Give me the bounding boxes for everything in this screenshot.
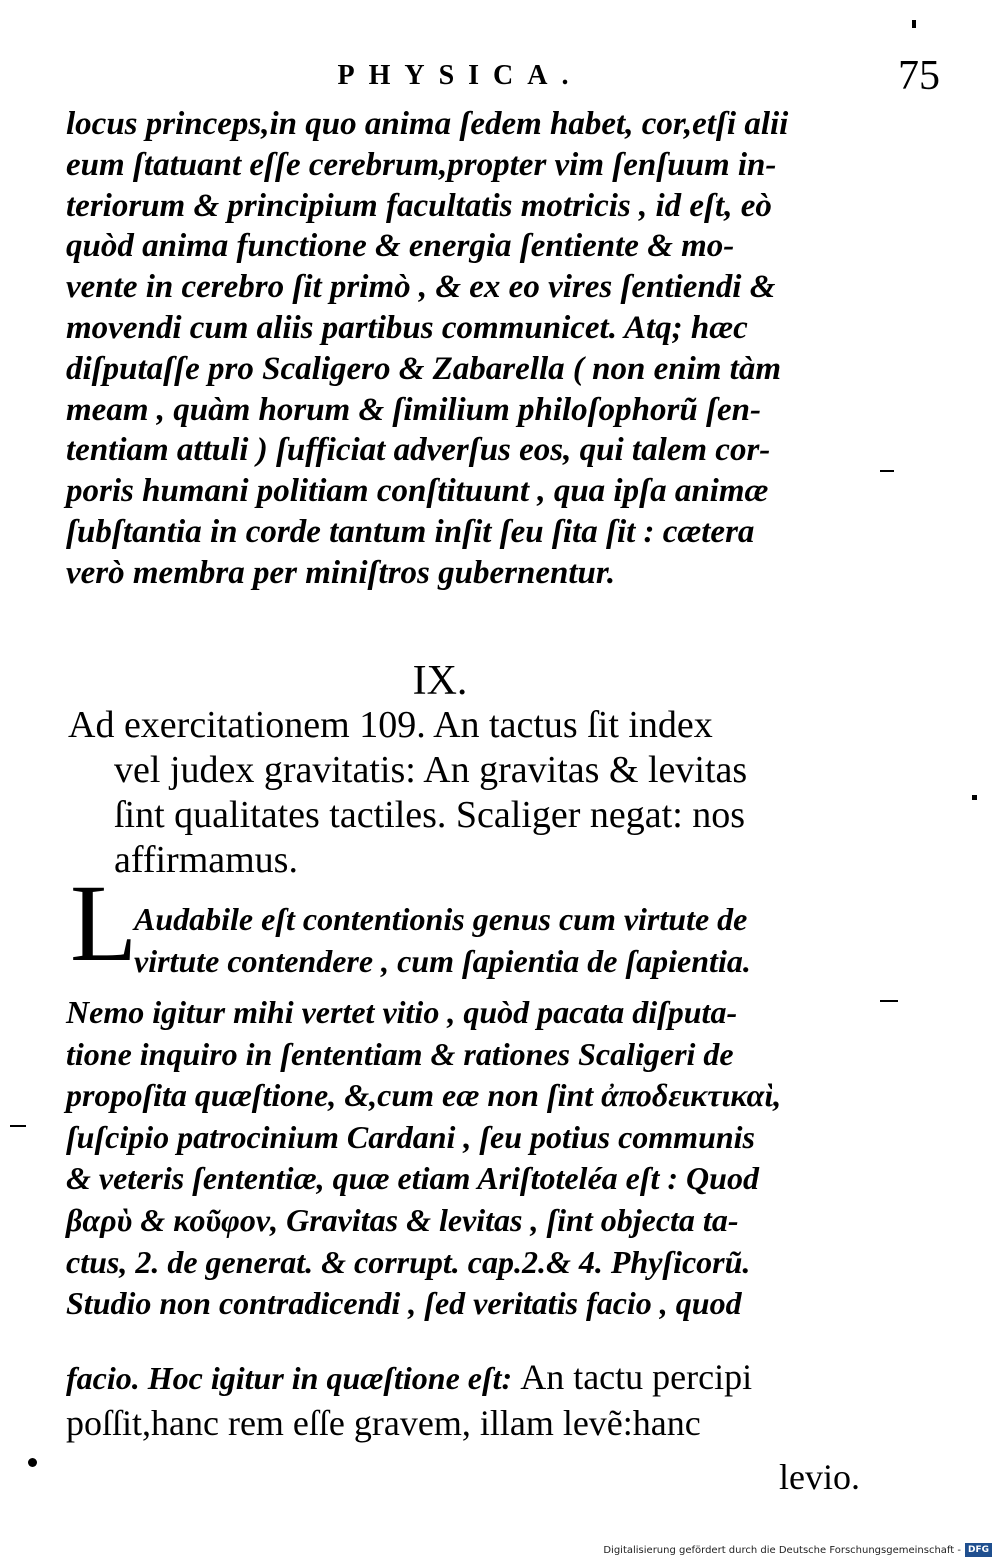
- page-header: [60, 53, 960, 104]
- text-line: propoſita quæſtione, &,cum eæ non ſint ἀποδεικτικαὶ,: [66, 1077, 782, 1114]
- section-number: IX.: [412, 658, 468, 704]
- text-line: poſſit,hanc rem eſſe gravem, illam levẽ:hanc: [66, 1403, 701, 1443]
- catchword: levio.: [779, 1457, 860, 1497]
- scan-speck: [972, 795, 977, 800]
- text-line: tione inquiro in ſententiam & rationes Scaligeri de: [66, 1035, 734, 1072]
- text-line: ctus, 2. de generat. & corrupt. cap.2.& 4. Phyſicorũ.: [66, 1243, 751, 1280]
- text-line: locus princeps,in quo anima ſedem habet, cor,etſi alii: [66, 106, 789, 142]
- text-line: poris humani politiam conſtituunt , qua ipſa animæ: [66, 473, 769, 510]
- heading-line: ſint qualitates tactiles. Scaliger negat: nos: [114, 794, 746, 836]
- text-line: vente in cerebro ſit primò , & ex eo vires ſentiendi &: [66, 269, 776, 306]
- text-line: quòd anima functione & energia ſentiente & mo-: [66, 228, 735, 265]
- page-number: 75: [898, 53, 940, 99]
- running-head: PHYSICA.: [337, 60, 583, 91]
- text-line: Audabile eſt contentionis genus cum virtute de: [134, 901, 748, 937]
- continued-paragraph: [66, 104, 946, 594]
- heading-line: affirmamus.: [114, 839, 298, 881]
- text-line: meam , quàm horum & ſimilium philoſophorũ ſen-: [66, 391, 761, 428]
- mixed-text-line: [66, 1356, 752, 1398]
- text-line: Studio non contradicendi , ſed veritatis facio , quod: [66, 1285, 742, 1322]
- digitization-footer: [603, 1542, 992, 1558]
- paragraph-body: [66, 992, 946, 1325]
- text-line: tentiam attuli ) ſufficiat adverſus eos, qui talem cor-: [66, 432, 771, 469]
- text-line: ſuſcipio patrocinium Cardani , ſeu potius communis: [66, 1118, 755, 1155]
- scan-speck: [912, 20, 916, 28]
- italic-segment: facio. Hoc igitur in quæſtione eſt:: [66, 1360, 521, 1396]
- text-line: teriorum & principium facultatis motricis , id eſt, eò: [66, 187, 772, 224]
- text-line: movendi cum aliis partibus communicet. Atq; hæc: [66, 309, 748, 346]
- text-line: diſputaſſe pro Scaligero & Zabarella ( non enim tàm: [66, 350, 781, 387]
- text-line: ſubſtantia in corde tantum inſit ſeu ſita ſit : cætera: [66, 513, 755, 550]
- text-line: virtute contendere , cum ſapientia de ſapientia.: [134, 943, 751, 979]
- roman-segment: An tactu percipi: [520, 1357, 753, 1397]
- text-line: Nemo igitur mihi vertet vitio , quòd pacata diſputa-: [66, 994, 738, 1030]
- section-heading: [68, 703, 948, 883]
- scan-speck: [10, 1125, 26, 1127]
- drop-cap: L: [70, 862, 138, 984]
- heading-line: Ad exercitationem 109. An tactus ſit index: [68, 704, 713, 746]
- heading-line: vel judex gravitatis: An gravitas & levitas: [114, 749, 748, 791]
- paragraph-opening: [134, 898, 944, 982]
- scan-speck: [28, 1458, 37, 1467]
- dfg-logo-icon: DFG: [965, 1543, 992, 1557]
- scan-speck: [880, 470, 894, 472]
- footer-text: Digitalisierung gefördert durch die Deutsche Forschungsgemeinschaft -: [603, 1544, 961, 1556]
- text-line: βαρὺ & κοῦφον, Gravitas & levitas , ſint objecta ta-: [66, 1201, 739, 1238]
- scan-speck: [880, 1000, 898, 1002]
- text-line: verò membra per miniſtros gubernentur.: [66, 554, 616, 591]
- text-line: & veteris ſententiæ, quæ etiam Ariſtoteléa eſt : Quod: [66, 1160, 759, 1197]
- text-line: eum ſtatuant eſſe cerebrum,propter vim ſenſuum in-: [66, 146, 777, 183]
